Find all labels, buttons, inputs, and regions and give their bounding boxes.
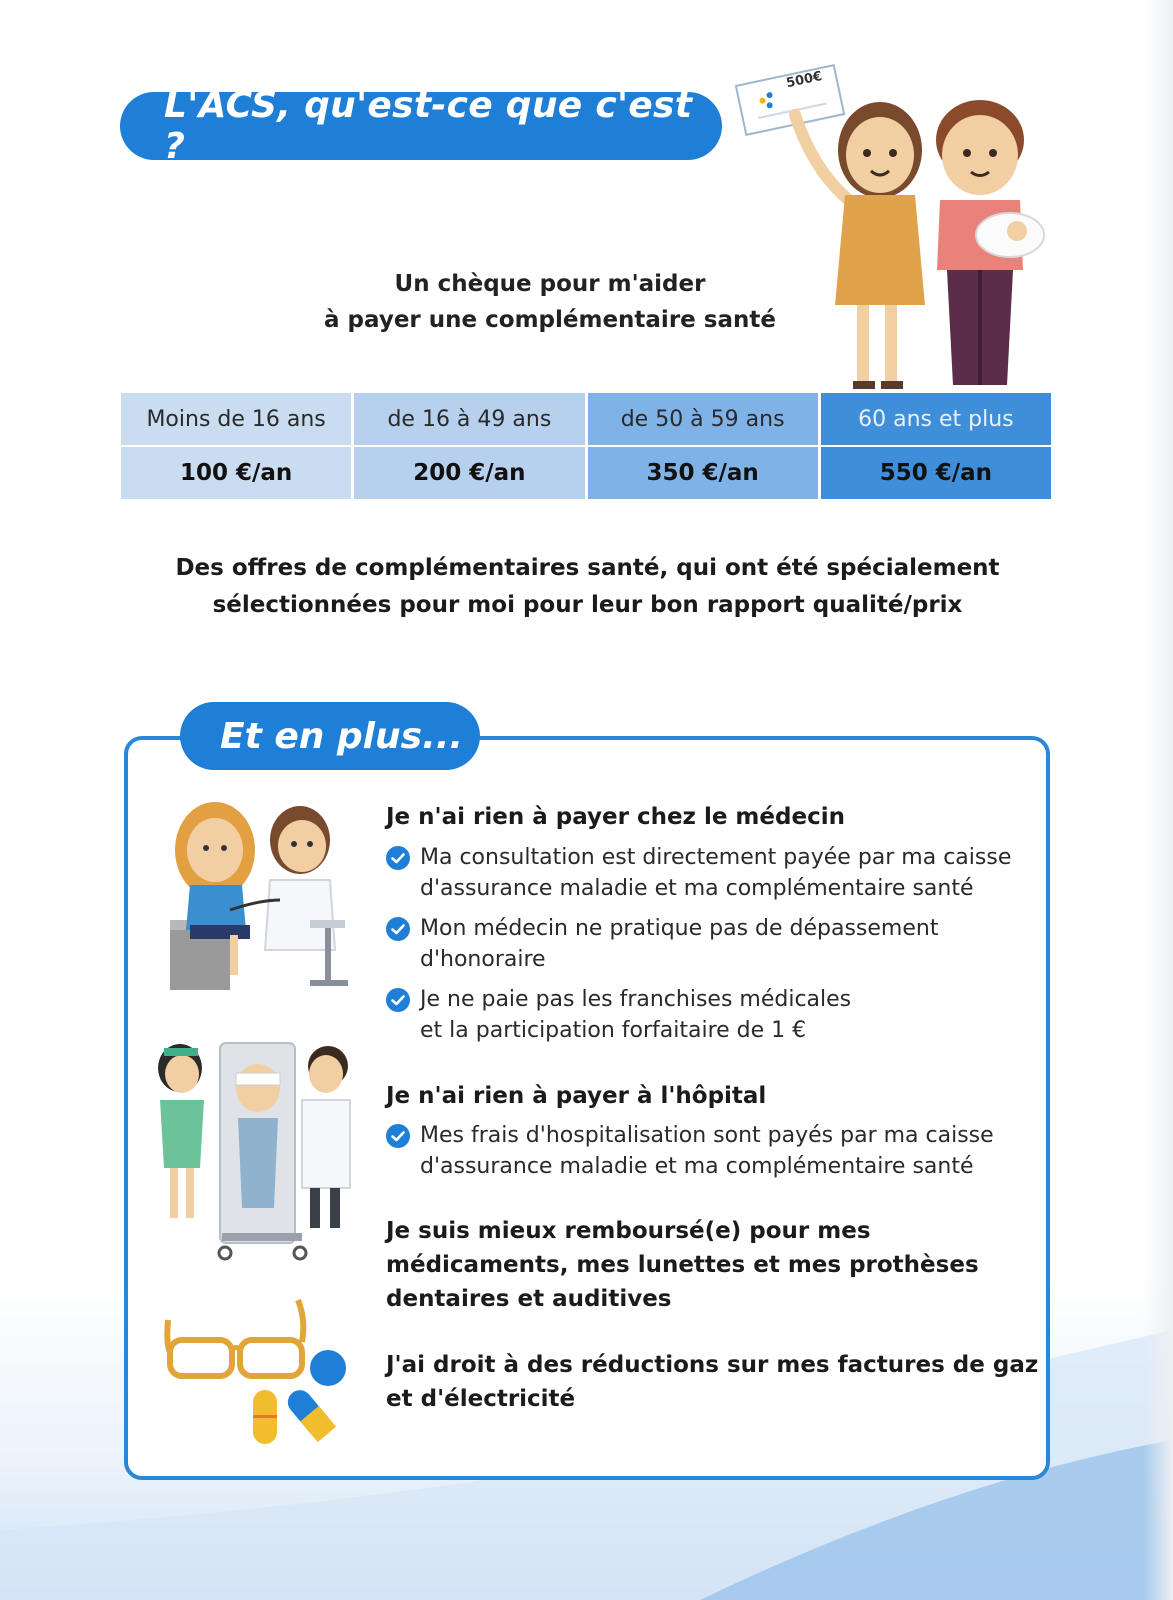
- doctor-section-title: Je n'ai rien à payer chez le médecin: [386, 804, 845, 830]
- rate-age-cell: de 50 à 59 ans: [588, 393, 818, 445]
- check-icon: [386, 846, 410, 870]
- benefits-title-text: Et en plus...: [220, 715, 464, 757]
- page-title: [120, 85, 722, 167]
- bullet-text: Ma consultation est directement payée par ma caisse: [420, 845, 1012, 870]
- check-icon: [386, 988, 410, 1012]
- offers-line-1: Des offres de complémentaires santé, qui ont été spécialement: [175, 555, 1000, 581]
- rate-amount-cell: 200 €/an: [354, 447, 584, 499]
- doctor-bullet: [386, 913, 1046, 975]
- doctor-consultation-illustration: [160, 800, 360, 1000]
- rate-table: [121, 393, 1051, 499]
- energy-line: J'ai droit à des réductions sur mes factures de gaz: [386, 1352, 1039, 1378]
- cheque-amount: 500€: [785, 69, 824, 92]
- bullet-text: d'honoraire: [420, 947, 546, 972]
- rate-age-cell: 60 ans et plus: [821, 393, 1051, 445]
- page-title-text: L'ACS, qu'est-ce que c'est ?: [164, 85, 693, 167]
- reimbursement-line: Je suis mieux remboursé(e) pour mes: [386, 1218, 871, 1244]
- rate-amount-cell: 100 €/an: [121, 447, 351, 499]
- intro-text: [280, 266, 820, 338]
- intro-line-1: Un chèque pour m'aider: [394, 271, 706, 297]
- intro-line-2: à payer une complémentaire santé: [324, 307, 776, 333]
- benefits-title: [180, 702, 480, 770]
- couple-with-cheque-illustration: [735, 55, 1055, 395]
- bullet-text: Je ne paie pas les franchises médicales: [420, 987, 852, 1012]
- hospital-illustration: [150, 1038, 355, 1268]
- bullet-text: Mes frais d'hospitalisation sont payés par ma caisse: [420, 1123, 994, 1148]
- bullet-text: et la participation forfaitaire de 1 €: [420, 1018, 807, 1043]
- check-icon: [386, 1124, 410, 1148]
- bullet-text: d'assurance maladie et ma complémentaire santé: [420, 876, 974, 901]
- reimbursement-text: [386, 1214, 979, 1316]
- bullet-text: Mon médecin ne pratique pas de dépassement: [420, 916, 939, 941]
- doctor-bullet: [386, 842, 1046, 904]
- offers-line-2: sélectionnées pour moi pour leur bon rapport qualité/prix: [212, 592, 963, 618]
- reimbursement-line: médicaments, mes lunettes et mes prothèses: [386, 1252, 979, 1278]
- hospital-bullet: [386, 1120, 1046, 1182]
- bullet-text: d'assurance maladie et ma complémentaire santé: [420, 1154, 974, 1179]
- rate-age-cell: de 16 à 49 ans: [354, 393, 584, 445]
- hospital-section-title: Je n'ai rien à payer à l'hôpital: [386, 1083, 767, 1109]
- page-edge-shadow: [1143, 0, 1173, 1600]
- energy-text: [386, 1348, 1038, 1416]
- reimbursement-line: dentaires et auditives: [386, 1286, 672, 1312]
- rate-amount-cell: 550 €/an: [821, 447, 1051, 499]
- doctor-bullet: [386, 984, 1046, 1046]
- rate-amount-cell: 350 €/an: [588, 447, 818, 499]
- offers-text: [130, 550, 1045, 624]
- check-icon: [386, 917, 410, 941]
- energy-line: et d'électricité: [386, 1386, 576, 1412]
- glasses-and-pills-illustration: [158, 1290, 358, 1450]
- rate-age-cell: Moins de 16 ans: [121, 393, 351, 445]
